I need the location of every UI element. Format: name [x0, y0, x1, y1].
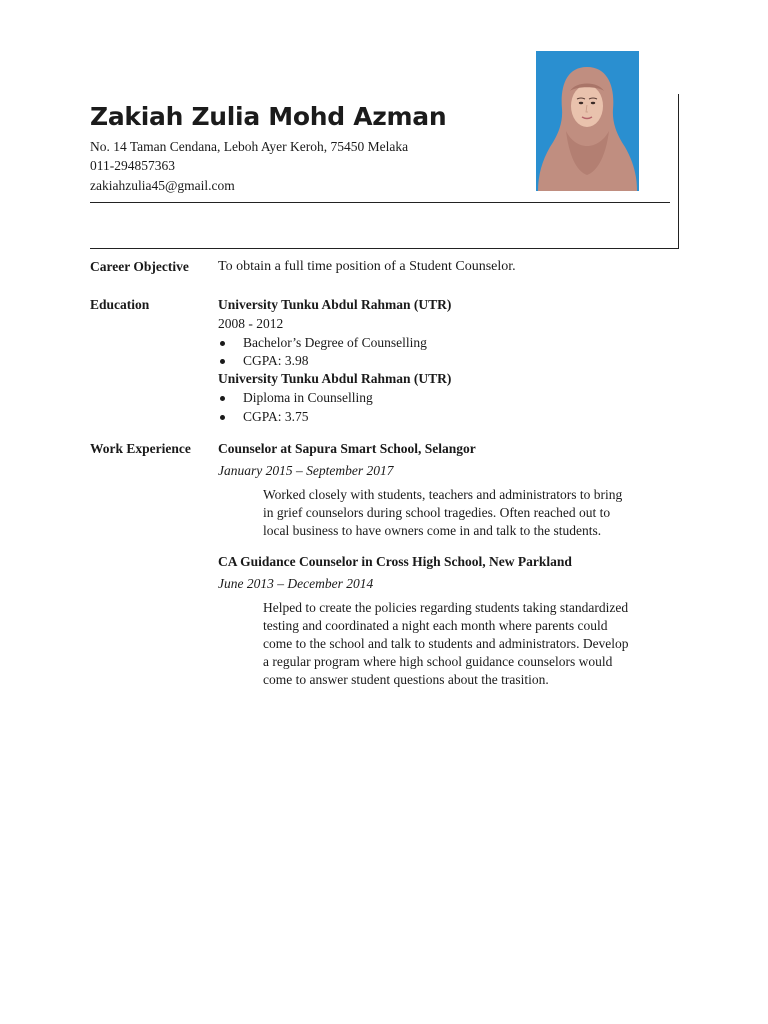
- job-title: CA Guidance Counselor in Cross High School, New Parkland: [218, 554, 572, 569]
- contact-address: No. 14 Taman Cendana, Leboh Ayer Keroh, 75450 Melaka: [90, 139, 409, 154]
- job-title: Counselor at Sapura Smart School, Selangor: [218, 441, 476, 456]
- job-description: [263, 486, 673, 540]
- job-description: [263, 599, 673, 689]
- job-description-line: come to answer student questions about the trasition.: [263, 672, 549, 687]
- job-description-line: testing and coordinated a night each month where parents could: [263, 618, 608, 633]
- section-label-education: Education: [90, 297, 150, 312]
- contact-email: zakiahzulia45@gmail.com: [90, 178, 235, 193]
- applicant-name: Zakiah Zulia Mohd Azman: [90, 102, 447, 131]
- education-cgpa: CGPA: 3.75: [243, 409, 309, 424]
- education-degree: Diploma in Counselling: [243, 390, 373, 405]
- bullet-icon: [220, 415, 225, 420]
- bullet-icon: [220, 359, 225, 364]
- contact-phone: 011-294857363: [90, 158, 175, 173]
- job-description-line: Helped to create the policies regarding students taking standardized: [263, 600, 629, 615]
- job-description-line: come to the school and talk to students and administrators. Develop: [263, 636, 629, 651]
- job-dates: January 2015 – September 2017: [218, 463, 394, 478]
- education-institution: University Tunku Abdul Rahman (UTR): [218, 297, 452, 312]
- job-description-line: local business to have owners come in and talk to the students.: [263, 523, 602, 538]
- job-description-line: Worked closely with students, teachers and administrators to bring: [263, 487, 623, 502]
- job-description-line: a regular program where high school guidance counselors would: [263, 654, 613, 669]
- bullet-icon: [220, 396, 225, 401]
- job-dates: June 2013 – December 2014: [218, 576, 374, 591]
- profile-photo: [536, 51, 639, 191]
- bullet-icon: [220, 341, 225, 346]
- education-cgpa: CGPA: 3.98: [243, 353, 309, 368]
- section-label-career: Career Objective: [90, 259, 189, 274]
- education-degree: Bachelor’s Degree of Counselling: [243, 335, 427, 350]
- header-divider-top: [90, 202, 670, 203]
- job-description-line: in grief counselors during school tragedies. Often reached out to: [263, 505, 611, 520]
- education-institution: University Tunku Abdul Rahman (UTR): [218, 371, 452, 386]
- education-years: 2008 - 2012: [218, 316, 284, 331]
- career-objective-text: To obtain a full time position of a Student Counselor.: [218, 259, 516, 274]
- header-divider-right: [678, 94, 679, 248]
- section-label-work: Work Experience: [90, 441, 191, 456]
- header-divider-bottom: [90, 248, 679, 249]
